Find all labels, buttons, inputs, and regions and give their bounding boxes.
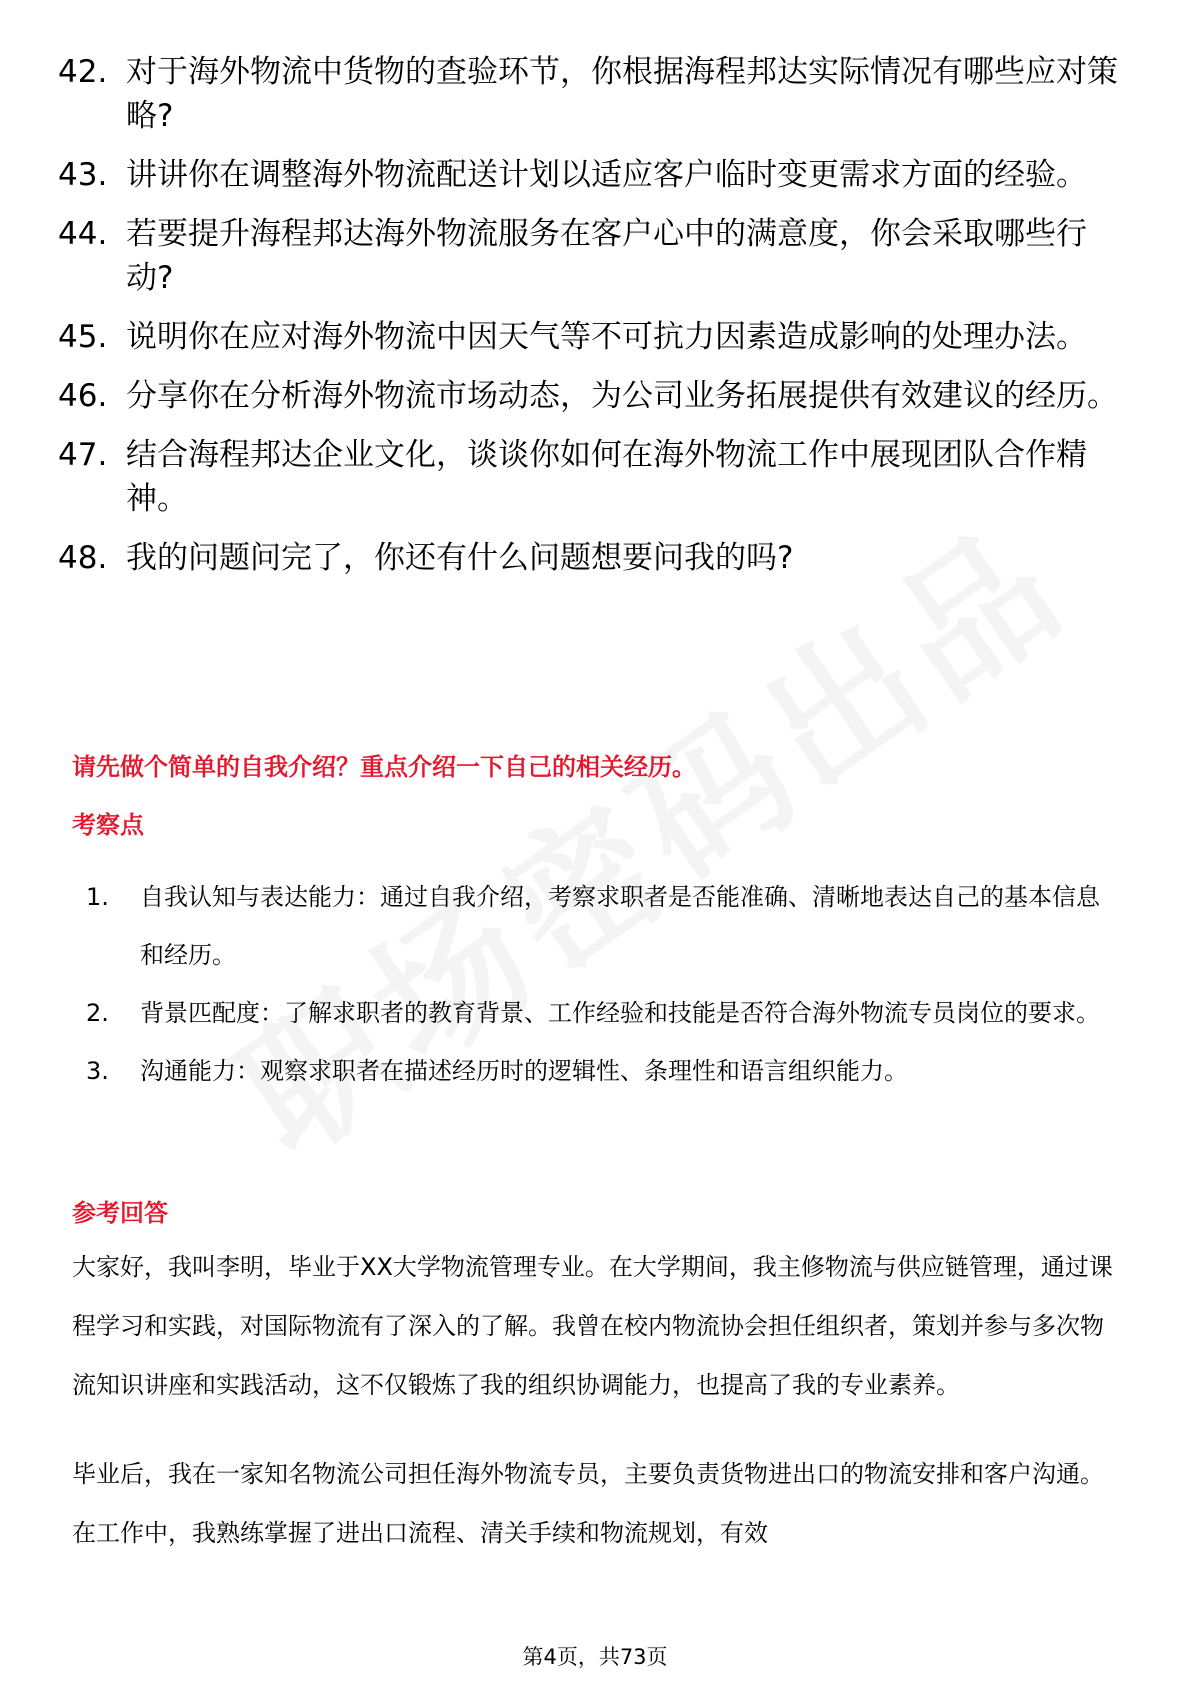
focus-point-text: 沟通能力：观察求职者在描述经历时的逻辑性、条理性和语言组织能力。 [140, 1057, 908, 1085]
answer-paragraph: 毕业后，我在一家知名物流公司担任海外物流专员，主要负责货物进出口的物流安排和客户沟通。在工作中，我熟练掌握了进出口流程、清关手续和物流规划，有效 [72, 1460, 1104, 1547]
question-item [58, 50, 1118, 138]
question-item [58, 433, 1118, 521]
question-text: 结合海程邦达企业文化，谈谈你如何在海外物流工作中展现团队合作精神。 [126, 437, 1087, 517]
question-text: 我的问题问完了，你还有什么问题想要问我的吗? [126, 540, 794, 576]
reference-answer-heading: 参考回答 [72, 1199, 168, 1227]
focus-points-list [72, 868, 1122, 1100]
focus-point-item [72, 1042, 1122, 1100]
question-item [58, 212, 1118, 300]
question-number: 42. [58, 54, 108, 90]
question-number: 48. [58, 540, 108, 576]
question-text: 说明你在应对海外物流中因天气等不可抗力因素造成影响的处理办法。 [126, 319, 1087, 355]
question-number: 46. [58, 378, 108, 414]
section-question-title: 请先做个简单的自我介绍？重点介绍一下自己的相关经历。 [72, 753, 696, 781]
question-item [58, 153, 1118, 197]
reference-answer-body [72, 1238, 1120, 1593]
focus-point-item [72, 868, 1122, 984]
focus-point-number: 1. [86, 883, 109, 911]
question-text: 分享你在分析海外物流市场动态，为公司业务拓展提供有效建议的经历。 [126, 378, 1118, 414]
question-item [58, 315, 1118, 359]
question-item [58, 374, 1118, 418]
question-text: 若要提升海程邦达海外物流服务在客户心中的满意度，你会采取哪些行动? [126, 216, 1087, 296]
question-text: 讲讲你在调整海外物流配送计划以适应客户临时变更需求方面的经验。 [126, 157, 1087, 193]
question-number: 44. [58, 216, 108, 252]
focus-point-number: 2. [86, 999, 109, 1027]
question-item [58, 536, 1118, 580]
question-number: 43. [58, 157, 108, 193]
question-number: 45. [58, 319, 108, 355]
focus-point-text: 背景匹配度：了解求职者的教育背景、工作经验和技能是否符合海外物流专员岗位的要求。 [140, 999, 1100, 1027]
focus-point-number: 3. [86, 1057, 109, 1085]
question-list [58, 50, 1118, 595]
answer-paragraph: 大家好，我叫李明，毕业于XX大学物流管理专业。在大学期间，我主修物流与供应链管理，通过课程学习和实践，对国际物流有了深入的了解。我曾在校内物流协会担任组织者，策划并参与多次物流知识讲座和实践活动，这不仅锻炼了我的组织协调能力，也提高了我的专业素养。 [72, 1253, 1113, 1399]
focus-point-item [72, 984, 1122, 1042]
page-number-footer: 第4页，共73页 [522, 1645, 668, 1669]
focus-point-text: 自我认知与表达能力：通过自我介绍，考察求职者是否能准确、清晰地表达自己的基本信息和经历。 [140, 883, 1100, 969]
focus-points-heading: 考察点 [72, 811, 144, 839]
question-text: 对于海外物流中货物的查验环节，你根据海程邦达实际情况有哪些应对策略? [126, 54, 1118, 134]
question-number: 47. [58, 437, 108, 473]
